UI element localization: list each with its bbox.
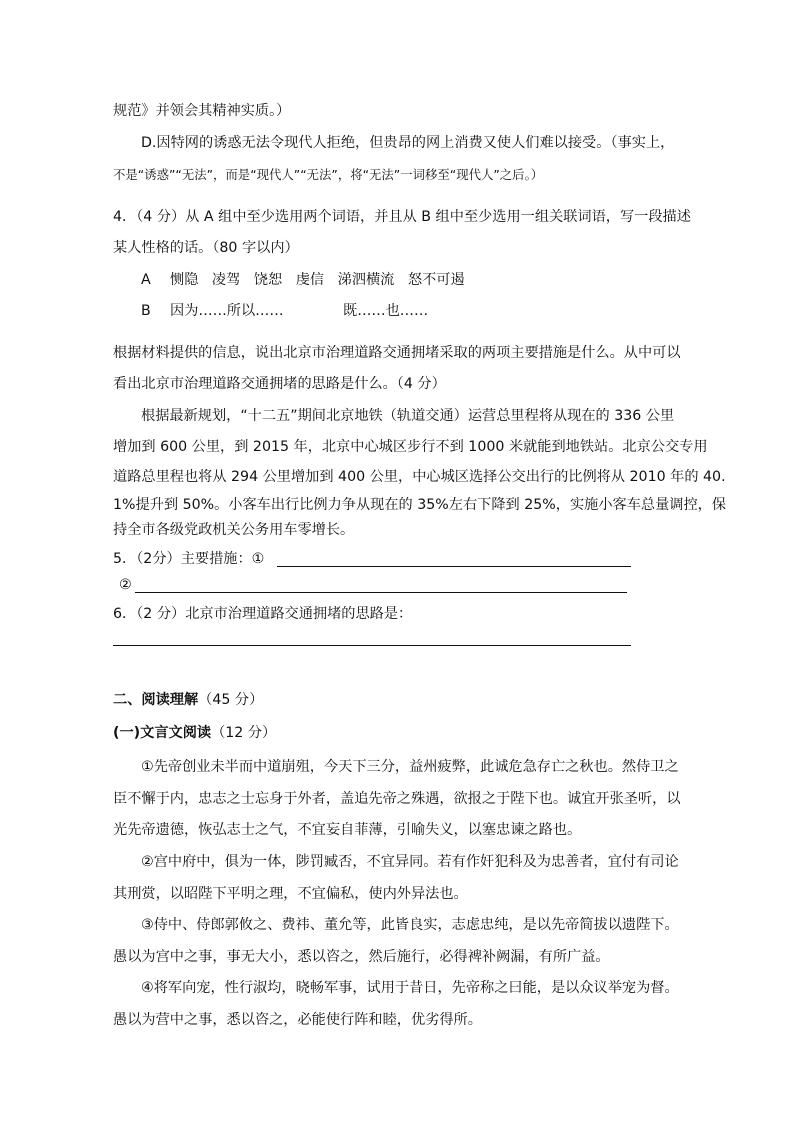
q3-tail-line: 规范》并领会其精神实质。）	[113, 103, 291, 119]
passage-line: 光先帝遗德，恢弘志士之气，不宜妄自菲薄，引喻失义，以塞忠谏之路也。	[113, 822, 582, 838]
q4-prompt-line1: 4．（4 分）从 A 组中至少选用两个词语，并且从 B 组中至少选用一组关联词语，写一段描述	[113, 209, 691, 225]
q3-option-d: D.因特网的诱惑无法令现代人拒绝，但贵昂的网上消费又使人们难以接受。（事实上，	[141, 135, 675, 151]
material-paragraph-line: 1%提升到 50%。小客车出行比例力争从现在的 35%左右下降到 25%，实施小客车总量调控，保	[113, 497, 727, 513]
passage-line: 其刑赏，以昭陛下平明之理，不宜偏私，使内外异法也。	[113, 886, 468, 902]
material-question-line2: 看出北京市治理道路交通拥堵的思路是什么。（4 分）	[113, 376, 446, 392]
material-paragraph-line: 道路总里程也将从 294 公里增加到 400 公里，中心城区选择公交出行的比例将从 2010 年的 40.	[113, 469, 726, 485]
subsection-heading	[113, 723, 276, 743]
q4-group-b-label: B	[141, 303, 151, 319]
section-title: 二、阅读理解	[113, 692, 199, 708]
q4-group-b-pair2: 既……也……	[343, 303, 429, 319]
q6-answer-blank[interactable]	[113, 645, 631, 646]
passage-line: ④将军向宠，性行淑均，晓畅军事，试用于昔日，先帝称之曰能，是以众议举宠为督。	[141, 980, 679, 996]
q5-second-marker: ②	[119, 577, 132, 593]
material-paragraph-line: 增加到 600 公里，到 2015 年，北京中心城区步行不到 1000 米就能到地铁站。北京公交专用	[113, 439, 708, 455]
passage-line: ③侍中、侍郎郭攸之、费祎、董允等，此皆良实，志虑忠纯，是以先帝简拔以遗陛下。	[141, 917, 679, 933]
q5-label: 5．（2分）主要措施：①	[113, 551, 265, 567]
q5-answer-blank-2[interactable]	[135, 592, 627, 593]
subsection-score: （12 分）	[211, 725, 277, 741]
q4-prompt-line2: 某人性格的话。（80 字以内）	[113, 240, 299, 256]
passage-line: 愚以为宫中之事，事无大小，悉以咨之，然后施行，必得裨补阙漏，有所广益。	[113, 949, 610, 965]
q5-answer-blank-1[interactable]	[277, 566, 631, 567]
passage-line: 臣不懈于内，忠志之士忘身于外者，盖追先帝之殊遇，欲报之于陛下也。诚宜开张圣听，以	[113, 791, 681, 807]
q4-group-a-label: A	[141, 272, 151, 288]
section-score: （45 分）	[198, 692, 264, 708]
passage-line: ①先帝创业未半而中道崩殂，今天下三分，益州疲弊，此诚危急存亡之秋也。然侍卫之	[141, 759, 679, 775]
passage-line: 愚以为营中之事，悉以咨之，必能使行阵和睦，优劣得所。	[113, 1012, 482, 1028]
subsection-title: (一)文言文阅读	[113, 725, 212, 741]
q4-group-b-pair1: 因为……所以……	[170, 303, 284, 319]
material-paragraph-line: 根据最新规划，“十二五”期间北京地铁（轨道交通）运营总里程将从现在的 336 公里	[141, 408, 675, 424]
passage-line: ②宫中府中，俱为一体，陟罚臧否，不宜异同。若有作奸犯科及为忠善者，宜付有司论	[141, 854, 679, 870]
material-question-line1: 根据材料提供的信息，说出北京市治理道路交通拥堵采取的两项主要措施是什么。从中可以	[113, 345, 681, 361]
material-paragraph-line: 持全市各级党政机关公务用车零增长。	[113, 522, 355, 538]
q3-note: 不是“诱惑”“无法”，而是“现代人”“无法”，将“无法”一词移至“现代人”之后。）	[113, 167, 544, 182]
q4-group-a-words: 恻隐 凌驾 饶恕 虔信 涕泗横流 怒不可遏	[170, 272, 465, 288]
q6-label: 6．（2 分）北京市治理道路交通拥堵的思路是：	[113, 606, 413, 622]
section-heading	[113, 690, 263, 710]
